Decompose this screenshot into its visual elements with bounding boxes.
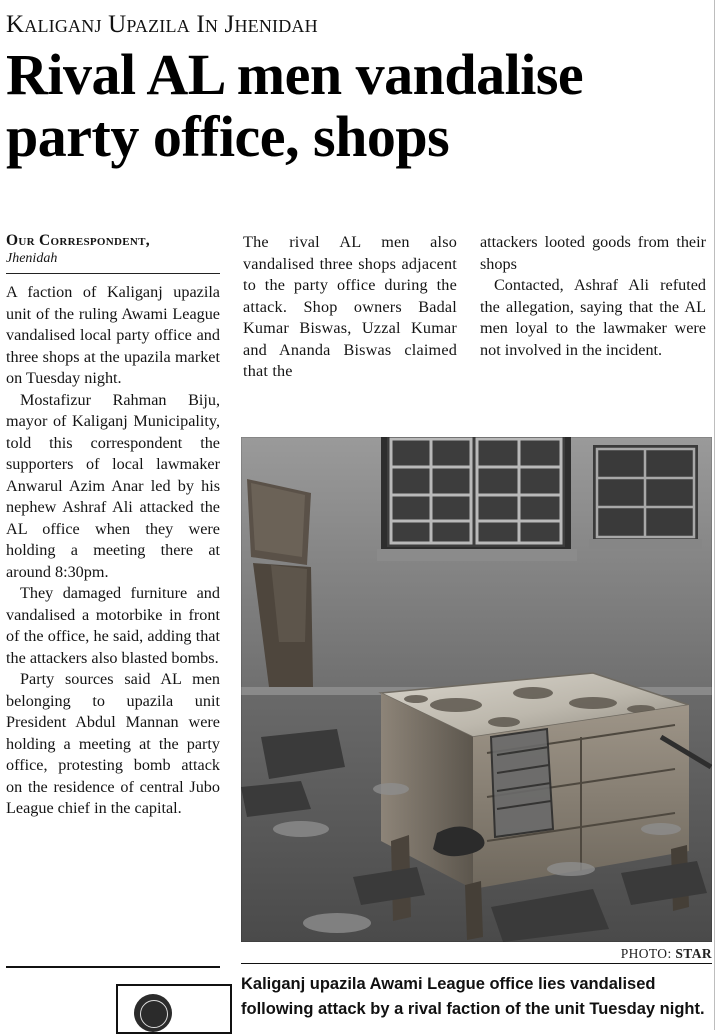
headline-line-2: party office, shops <box>6 104 450 169</box>
photo-caption: Kaliganj upazila Awami League office lies vandalised following attack by a rival faction of the unit Tuesday night. <box>241 975 705 1018</box>
article-header <box>6 10 706 168</box>
column-2 <box>243 232 457 383</box>
page-edge-rule <box>714 0 715 1030</box>
paragraph: The rival AL men also vandalised three shops adjacent to the party office during the attack. Shop owners Badal Kumar Biswas, Uzzal Kumar and Ananda Biswas claimed that the <box>243 233 457 380</box>
section-divider <box>6 966 220 968</box>
column-3 <box>480 232 706 361</box>
caption-rule <box>241 963 712 964</box>
paragraph: They damaged furniture and vandalised a motorbike in front of the office, he said, adding that the attackers also blasted bombs. <box>6 584 220 667</box>
byline-rule <box>6 273 220 274</box>
page-title <box>6 44 706 168</box>
next-article-block <box>6 966 220 1030</box>
byline-location: Jhenidah <box>6 251 58 266</box>
photo-illustration <box>241 437 712 942</box>
byline: Our Correspondent, <box>6 232 150 249</box>
paragraph: A faction of Kaliganj upazila unit of the ruling Awami League vandalised local party office and three shops at the upazila market on Tuesday night. <box>6 283 220 387</box>
paragraph: attackers looted goods from their shops <box>480 233 706 273</box>
emblem-box <box>116 984 232 1034</box>
seal-icon <box>134 994 172 1032</box>
paragraph: Contacted, Ashraf Ali refuted the allegation, saying that the AL men loyal to the lawmaker were not involved in the incident. <box>480 276 706 359</box>
photo-credit <box>241 946 712 962</box>
paragraph: Mostafizur Rahman Biju, mayor of Kaliganj Municipality, told this correspondent the supporters of local lawmaker Anwarul Azim Anar led by his nephew Ashraf Ali attacked the AL office when they were holding a meeting there at around 8:30pm. <box>6 390 220 581</box>
paragraph: Party sources said AL men belonging to upazila unit President Abdul Mannan were holding a meeting at the party office, protesting bomb attack on the residence of central Jubo League chief in the capital. <box>6 670 220 817</box>
photo-credit-source: STAR <box>675 946 712 961</box>
article-photo <box>241 437 712 942</box>
headline-line-1: Rival AL men vandalise <box>6 42 584 107</box>
column-1 <box>6 232 220 820</box>
photo-credit-label: PHOTO: <box>620 946 672 961</box>
article-kicker: Kaliganj Upazila In Jhenidah <box>6 11 318 38</box>
